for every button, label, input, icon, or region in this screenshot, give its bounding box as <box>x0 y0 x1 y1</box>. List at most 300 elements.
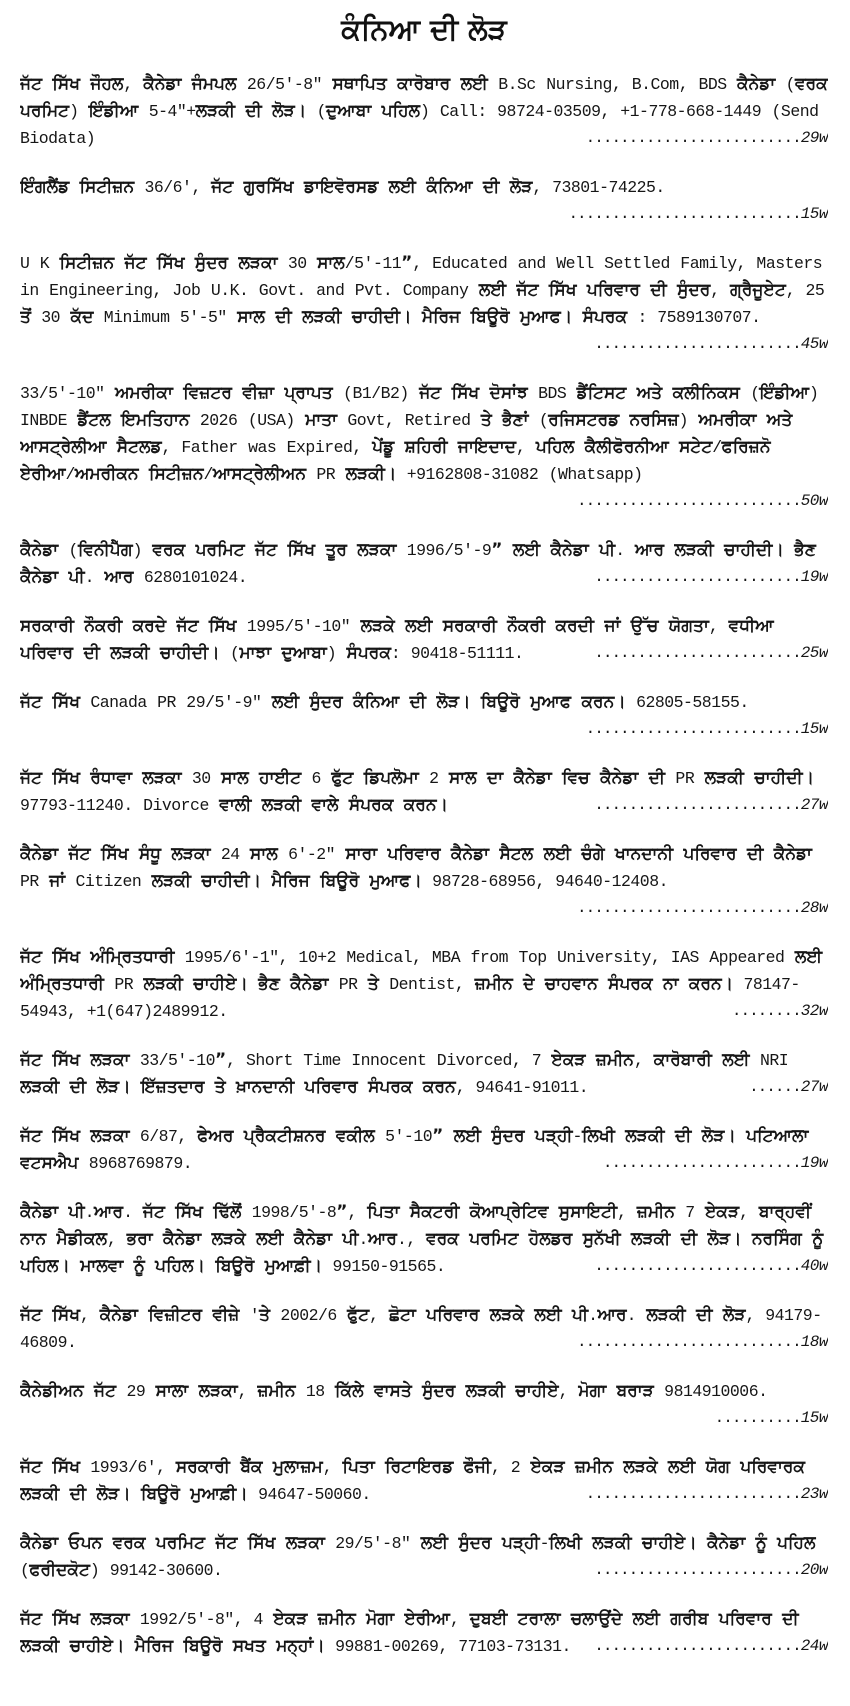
latin-text-run <box>395 617 405 636</box>
latin-text-run: PR <box>103 974 144 994</box>
latin-text-run <box>173 384 183 403</box>
latin-text-run <box>453 1458 463 1477</box>
classified-ad <box>20 1606 828 1660</box>
ad-text: ਜੱਟ ਸਿੱਖ ਲੜਕਾ 33/5'-10”, Short Time Innocent Divorced, 7 ਏਕੜ ਜ਼ਮੀਨ, ਕਾਰੋਬਾਰੀ ਲਈ NRI ਲੜਕੀ ਦੀ ਲੋੜ। ਇੱਜ਼ਤਦਾਰ ਤੇ ਖ਼ਾਨਦਾਨੀ ਪਰਿਵਾਰ ਸੰਪਰਕ ਕਰਨ, 94641-91011. <box>20 1049 789 1097</box>
latin-text-run <box>605 845 615 864</box>
latin-text-run: NRI <box>749 1050 789 1070</box>
latin-text-run: , <box>516 437 536 457</box>
latin-text-run <box>292 308 302 327</box>
latin-text-run <box>80 769 90 788</box>
latin-text-run: ) <box>326 643 347 663</box>
latin-text-run: 98728-68956, 94640-12408. <box>421 871 668 891</box>
latin-text-run: ( <box>58 540 78 560</box>
latin-text-run <box>204 1078 214 1097</box>
latin-text-run: , <box>617 1202 637 1222</box>
ad-word-count: 15w <box>800 1408 828 1427</box>
latin-text-run <box>237 1534 247 1553</box>
latin-text-run <box>394 1610 404 1629</box>
latin-text-run: , <box>369 1305 389 1325</box>
latin-text-run <box>86 1485 96 1504</box>
latin-text-run <box>622 1610 632 1629</box>
leader-dots: ........................ <box>594 567 801 586</box>
classified-ad <box>20 71 828 152</box>
latin-text-run <box>129 845 139 864</box>
classified-ad <box>20 841 828 922</box>
latin-text-run <box>714 541 724 560</box>
ad-trailer <box>591 1150 828 1177</box>
latin-text-run <box>235 102 245 121</box>
leader-dots: ........ <box>731 1001 801 1020</box>
leader-dots: .......... <box>714 1408 801 1427</box>
latin-text-run <box>102 1534 112 1553</box>
latin-text-run <box>347 541 357 560</box>
latin-text-run: 29 <box>116 1381 156 1401</box>
latin-text-run <box>205 1257 215 1276</box>
latin-text-run <box>539 281 549 300</box>
latin-text-run: ) <box>69 101 89 121</box>
latin-text-run <box>518 1230 528 1249</box>
latin-text-run <box>562 1306 572 1325</box>
latin-text-run <box>364 1382 374 1401</box>
latin-text-run: . <box>123 1202 143 1222</box>
latin-text-run: (B1/B2) <box>332 383 420 403</box>
latin-text-run <box>341 308 351 327</box>
latin-text-run: , <box>739 1202 759 1222</box>
ad-text: ਜੱਟ ਸਿੱਖ 1993/6', ਸਰਕਾਰੀ ਬੈਂਕ ਮੁਲਾਜ਼ਮ, ਪਿਤਾ ਰਿਟਾਇਰਡ ਫੌਜੀ, 2 ਏਕੜ ਜ਼ਮੀਨ ਲੜਕੇ ਲਈ ਯੋਗ ਪਰਿਵਾਰਕ ਲੜਕੀ ਦੀ ਲੋੜ। ਬਿਊਰੋ ਮੁਆਫ਼ੀ। 94647-50060. <box>20 1456 806 1504</box>
latin-text-run: 1995/5'-10" <box>236 616 361 636</box>
latin-text-run: 24 <box>210 844 251 864</box>
ad-text: ਜੱਟ ਸਿੱਖ ਲੜਕਾ 6/87, ਫੇਅਰ ਪ੍ਰੈਕਟੀਸ਼ਨਰ ਵਕੀਲ 5'-10” ਲਈ ਸੁੰਦਰ ਪੜ੍ਹੀ-ਲਿਖੀ ਲੜਕੀ ਦੀ ਲੋੜ। ਪਟਿਆਲਾ ਵਟਸਐਪ 8968769879. <box>20 1125 809 1173</box>
latin-text-run <box>198 617 208 636</box>
latin-text-run <box>540 541 550 560</box>
latin-text-run <box>441 845 451 864</box>
ad-text: ਜੱਟ ਸਿੱਖ, ਕੈਨੇਡਾ ਵਿਜ਼ੀਟਰ ਵੀਜ਼ੇ 'ਤੇ 2002/6 ਫੁੱਟ, ਛੋਟਾ ਪਰਿਵਾਰ ਲੜਕੇ ਲਈ ਪੀ.ਆਰ. ਲੜਕੀ ਦੀ ਲੋੜ, 94179-46809. <box>20 1304 822 1352</box>
ad-text: ਜੱਟ ਸਿੱਖ ਰੰਧਾਵਾ ਲੜਕਾ 30 ਸਾਲ ਹਾਈਟ 6 ਫੁੱਟ ਡਿਪਲੋਮਾ 2 ਸਾਲ ਦਾ ਕੈਨੇਡਾ ਵਿਚ ਕੈਨੇਡਾ ਦੀ PR ਲੜਕੀ ਚਾਹੀਦੀ। 97793-11240. Divorce ਵਾਲੀ ਲੜਕੀ ਵਾਲੇ ਸੰਪਰਕ ਕਰਨ। <box>20 767 815 815</box>
latin-text-run <box>153 1230 163 1249</box>
latin-text-run <box>147 254 157 273</box>
latin-text-run: PR <box>328 974 368 994</box>
ad-word-count: 23w <box>800 1484 828 1503</box>
latin-text-run: 5-4"+ <box>138 101 196 121</box>
latin-text-run: 33/5'-10" <box>20 383 115 403</box>
latin-text-run: 2026 (USA) <box>189 410 306 430</box>
leader-dots: ......................... <box>585 1484 801 1503</box>
latin-text-run: ( <box>219 643 240 663</box>
latin-text-run <box>489 845 499 864</box>
latin-text-run <box>378 178 388 197</box>
latin-text-run <box>763 845 773 864</box>
latin-text-run: , <box>708 616 729 636</box>
latin-text-run <box>301 796 311 815</box>
latin-text-run <box>448 438 458 457</box>
latin-text-run <box>560 1610 570 1629</box>
classified-ad <box>20 537 828 591</box>
latin-text-run <box>664 541 674 560</box>
latin-text-run <box>283 1230 293 1249</box>
latin-text-run: . <box>84 567 105 587</box>
latin-text-run <box>387 75 397 94</box>
latin-text-run <box>673 845 683 864</box>
latin-text-run <box>670 1230 680 1249</box>
latin-text-run <box>695 1458 705 1477</box>
latin-text-run <box>772 1610 782 1629</box>
latin-text-run <box>665 1127 675 1146</box>
latin-text-run <box>737 845 747 864</box>
latin-text-run <box>371 102 381 121</box>
ad-trailer <box>574 716 828 743</box>
latin-text-run <box>471 693 481 712</box>
latin-text-run: 62805-58155. <box>625 692 749 712</box>
latin-text-run <box>246 1230 256 1249</box>
latin-text-run <box>203 1203 213 1222</box>
ad-word-count: 15w <box>800 204 828 223</box>
latin-text-run: ( <box>306 101 327 121</box>
latin-text-run <box>767 1534 777 1553</box>
ad-trailer <box>556 201 828 228</box>
latin-text-run <box>42 1306 52 1325</box>
latin-text-run: 6 <box>301 768 332 788</box>
latin-text-run <box>505 1382 515 1401</box>
latin-text-run: . <box>84 1202 95 1222</box>
latin-text-run <box>132 769 142 788</box>
ad-text: U K ਸਿਟੀਜ਼ਨ ਜੱਟ ਸਿੱਖ ਸੁੰਦਰ ਲੜਕਾ 30 ਸਾਲ/5'-11”, Educated and Well Settled Family, Masters in Engineering, Job U.K. Govt. and Pvt. Company ਲਈ ਜੱਟ ਸਿੱਖ ਪਰਿਵਾਰ ਦੀ ਸੁੰਦਰ, ਗ੍ਰੈਜੂਏਟ, 25 ਤੋਂ 30 ਕੱਦ Minimum 5'-5" ਸਾਲ ਦੀ ਲੜਕੀ ਚਾਹੀਦੀ। ਮੈਰਿਜ ਬਿਊਰੋ ਮੁਆਫ। ਸੰਪਰਕ : 7589130707. <box>20 252 825 327</box>
latin-text-run <box>42 693 52 712</box>
leader-dots: ........................ <box>594 334 801 353</box>
ad-text: 33/5'-10" ਅਮਰੀਕਾ ਵਿਜ਼ਟਰ ਵੀਜ਼ਾ ਪ੍ਰਾਪਤ (B1/B2) ਜੱਟ ਸਿੱਖ ਦੋਸਾਂਝ BDS ਡੈਂਟਿਸਟ ਅਤੇ ਕਲੀਨਿਕਸ (ਇੰਡੀਆ) INBDE ਡੈਂਟਲ ਇਮਤਿਹਾਨ 2026 (USA) ਮਾਤਾ Govt, Retired ਤੇ ਭੈਣਾਂ (ਰਜਿਸਟਰਡ ਨਰਸਿਜ਼) ਅਮਰੀਕਾ ਅਤੇ ਆਸਟ੍ਰੇਲੀਆ ਸੈਟਲਡ, Father was Expired, ਪੇਂਡੂ ਸ਼ਹਿਰੀ ਜਾਇਦਾਦ, ਪਹਿਲ ਕੈਲੀਫੋਰਨੀਆ ਸਟੇਟ/ਫਰਿਜ਼ਨੋ ਏਰੀਆ/ਅਮਰੀਕਨ ਸਿਟੀਜ਼ਨ/ਆਸਟ੍ਰੇਲੀਅਨ PR ਲੜਕੀ। +9162808-31082 (Whatsapp) <box>20 382 819 484</box>
latin-text-run <box>343 693 353 712</box>
ad-text: ਕੈਨੇਡਾ ਪੀ.ਆਰ. ਜੱਟ ਸਿੱਖ ਢਿੱਲੋਂ 1998/5'-8”, ਪਿਤਾ ਸੈਕਟਰੀ ਕੋਆਪ੍ਰੇਟਿਵ ਸੁਸਾਇਟੀ, ਜ਼ਮੀਨ 7 ਏਕੜ, ਬਾਰ੍ਹਵੀਂ ਨਾਨ ਮੈਡੀਕਲ, ਭਰਾ ਕੈਨੇਡਾ ਲੜਕੇ ਲਈ ਕੈਨੇਡਾ ਪੀ.ਆਰ., ਵਰਕ ਪਰਮਿਟ ਹੋਲਡਰ ਸੁਨੱਖੀ ਲੜਕੀ ਦੀ ਲੋੜ। ਨਰਸਿੰਗ ਨੂੰ ਪਹਿਲ। ਮਾਲਵਾ ਨੂੰ ਪਹਿਲ। ਬਿਊਰੋ ਮੁਆਫ਼ੀ। 99150-91565. <box>20 1201 824 1276</box>
latin-text-run: U K <box>20 253 60 273</box>
ad-trailer <box>565 488 828 515</box>
latin-text-run <box>249 769 259 788</box>
latin-text-run <box>100 644 110 663</box>
latin-text-run <box>416 1306 426 1325</box>
latin-text-run <box>744 769 754 788</box>
ad-word-count: 20w <box>800 1560 828 1579</box>
latin-text-run <box>626 384 636 403</box>
latin-text-run <box>745 1534 755 1553</box>
ad-text: ਜੱਟ ਸਿੱਖ Canada PR 29/5'-9" ਲਈ ਸੁੰਦਰ ਕੰਨਿਆ ਦੀ ਲੋੜ। ਬਿਊਰੋ ਮੁਆਫ ਕਰਨ। 62805-58155. <box>20 691 749 712</box>
latin-text-run <box>571 693 581 712</box>
latin-text-run: +9162808-31082 (Whatsapp) <box>396 464 643 484</box>
ad-trailer <box>582 1633 828 1660</box>
latin-text-run: : 90418-51111. <box>390 643 524 663</box>
latin-text-run <box>80 1610 90 1629</box>
latin-text-run <box>736 1127 746 1146</box>
latin-text-run: , <box>106 1229 127 1249</box>
latin-text-run <box>280 975 290 994</box>
latin-text-run <box>459 1203 469 1222</box>
ad-trailer <box>582 1557 828 1584</box>
classified-ad <box>20 1199 828 1280</box>
latin-text-run <box>74 617 84 636</box>
classified-ad <box>20 174 828 228</box>
classified-ad <box>20 380 828 515</box>
latin-text-run <box>730 1458 740 1477</box>
latin-text-run <box>233 1127 243 1146</box>
ad-text: ਕੈਨੇਡਾ ਓਪਨ ਵਰਕ ਪਰਮਿਟ ਜੱਟ ਸਿੱਖ ਲੜਕਾ 29/5'-8" ਲਈ ਸੁੰਦਰ ਪੜ੍ਹੀ-ਲਿਖੀ ਲੜਕੀ ਚਾਹੀਏ। ਕੈਨੇਡਾ ਨੂੰ ਪਹਿਲ (ਫਰੀਦਕੋਟ) 99142-30600. <box>20 1532 816 1580</box>
ad-trailer <box>582 331 828 358</box>
ad-word-count: 27w <box>800 1077 828 1096</box>
latin-text-run <box>261 872 271 891</box>
ad-trailer <box>565 895 828 922</box>
classified-ad <box>20 1378 828 1432</box>
latin-text-run <box>697 1230 707 1249</box>
latin-text-run <box>412 1382 422 1401</box>
latin-text-run: / <box>65 464 75 484</box>
latin-text-run <box>294 1078 304 1097</box>
latin-text-run <box>201 1230 211 1249</box>
latin-text-run <box>499 178 509 197</box>
latin-text-run: 8968769879. <box>78 1153 193 1173</box>
latin-text-run: PR <box>20 871 50 891</box>
ad-text: ਜੱਟ ਸਿੱਖ ਅੰਮ੍ਰਿਤਧਾਰੀ 1995/6'-1", 10+2 Medical, MBA from Top University, IAS Appeared ਲਈ ਅੰਮ੍ਰਿਤਧਾਰੀ PR ਲੜਕੀ ਚਾਹੀਏ। ਭੈਣ ਕੈਨੇਡਾ PR ਤੇ Dentist, ਜ਼ਮੀਨ ਦੇ ਚਾਹਵਾਨ ਸੰਪਰਕ ਨਾ ਕਰਨ। 78147-54943, +1(647)2489912. <box>20 946 823 1021</box>
latin-text-run <box>497 617 507 636</box>
latin-text-run <box>507 1610 517 1629</box>
latin-text-run <box>712 1051 722 1070</box>
latin-text-run <box>426 693 436 712</box>
latin-text-run: 97793-11240. Divorce <box>20 795 220 815</box>
latin-text-run: , <box>237 1381 258 1401</box>
latin-text-run: 99881-00269, 77103-73131. <box>324 1636 571 1656</box>
latin-text-run: 18 <box>295 1381 336 1401</box>
latin-text-run: , Short Time Innocent Divorced, 7 <box>226 1050 552 1070</box>
latin-text-run <box>615 1127 625 1146</box>
leader-dots: ........................ <box>594 1560 801 1579</box>
latin-text-run: 30 <box>277 253 318 273</box>
latin-text-run: , <box>347 1202 368 1222</box>
latin-text-run: ) <box>132 540 153 560</box>
latin-text-run <box>669 438 679 457</box>
latin-text-run: Citizen <box>65 871 152 891</box>
latin-text-run <box>638 769 648 788</box>
latin-text-run: ( <box>739 383 760 403</box>
ad-word-count: 29w <box>800 128 828 147</box>
latin-text-run <box>122 617 132 636</box>
leader-dots: ........................... <box>568 204 801 223</box>
leader-dots: ......................... <box>585 128 801 147</box>
latin-text-run <box>697 1534 707 1553</box>
latin-text-run: , <box>558 1381 579 1401</box>
latin-text-run <box>265 308 275 327</box>
latin-text-run <box>42 1127 52 1146</box>
latin-text-run <box>226 1078 236 1097</box>
latin-text-run <box>202 1306 212 1325</box>
latin-text-run <box>73 644 83 663</box>
latin-text-run <box>448 1534 458 1553</box>
latin-text-run <box>294 178 304 197</box>
ad-trailer <box>737 1074 828 1101</box>
latin-text-run <box>667 281 677 300</box>
latin-text-run <box>802 1230 812 1249</box>
latin-text-run: PR <box>306 464 346 484</box>
latin-text-run <box>589 541 599 560</box>
latin-text-run <box>574 438 584 457</box>
ad-text: ਜੱਟ ਸਿੱਖ ਲੜਕਾ 1992/5'-8", 4 ਏਕੜ ਜ਼ਮੀਨ ਮੋਗਾ ਏਰੀਆ, ਦੁਬਈ ਟਰਾਲਾ ਚਲਾਉਂਦੇ ਲਈ ਗਰੀਬ ਪਰਿਵਾਰ ਦੀ ਲੜਕੀ ਚਾਹੀਏ। ਮੈਰਿਜ ਬਿਊਰੋ ਸਖਤ ਮਨ੍ਹਾਂ। 99881-00269, 77103-73131. <box>20 1608 799 1656</box>
latin-text-run <box>586 1051 596 1070</box>
latin-text-run <box>274 384 284 403</box>
latin-text-run <box>565 1458 575 1477</box>
latin-text-run <box>502 541 512 560</box>
latin-text-run <box>545 617 555 636</box>
latin-text-run <box>377 845 387 864</box>
latin-text-run <box>552 769 562 788</box>
latin-text-run <box>138 1306 148 1325</box>
latin-text-run: , 73801-74225. <box>532 177 665 197</box>
latin-text-run <box>443 1127 453 1146</box>
ad-trailer <box>582 640 828 667</box>
latin-text-run <box>275 1534 285 1553</box>
latin-text-run: 1996/5'-9 <box>396 540 492 560</box>
latin-text-run <box>146 1534 156 1553</box>
latin-text-run <box>80 1127 90 1146</box>
ad-text: ਸਰਕਾਰੀ ਨੌਕਰੀ ਕਰਦੇ ਜੱਟ ਸਿੱਖ 1995/5'-10" ਲੜਕੇ ਲਈ ਸਰਕਾਰੀ ਨੌਕਰੀ ਕਰਦੀ ਜਾਂ ਉੱਚ ਯੋਗਤਾ, ਵਧੀਆ ਪਰਿਵਾਰ ਦੀ ਲੜਕੀ ਚਾਹੀਦੀ। (ਮਾਝਾ ਦੁਆਬਾ) ਸੰਪਰਕ: 90418-51111. <box>20 615 774 663</box>
ad-word-count: 40w <box>800 1256 828 1275</box>
latin-text-run <box>42 75 52 94</box>
latin-text-run <box>161 845 171 864</box>
latin-text-run <box>691 1127 701 1146</box>
leader-dots: .......................... <box>577 1332 801 1351</box>
latin-text-run <box>84 1382 94 1401</box>
latin-text-run <box>620 617 630 636</box>
ad-word-count: 28w <box>800 898 828 917</box>
leader-dots: ...... <box>749 1077 801 1096</box>
ad-trailer <box>582 792 828 819</box>
latin-text-run <box>613 1458 623 1477</box>
ad-trailer <box>703 1405 828 1432</box>
latin-text-run <box>310 872 320 891</box>
ad-word-count: 50w <box>800 491 828 510</box>
latin-text-run <box>375 1458 385 1477</box>
latin-text-run: , <box>322 1457 343 1477</box>
latin-text-run <box>492 411 502 430</box>
latin-text-run: . <box>626 1305 647 1325</box>
latin-text-run <box>183 975 193 994</box>
latin-text-run <box>413 1078 423 1097</box>
latin-text-run: ) Call: 98724-03509, +1-778-668-1449 (Send Biodata) <box>20 101 819 148</box>
ad-text: ਕੈਨੇਡੀਅਨ ਜੱਟ 29 ਸਾਲਾ ਲੜਕਾ, ਜ਼ਮੀਨ 18 ਕਿੱਲੇ ਵਾਸਤੇ ਸੁੰਦਰ ਲੜਕੀ ਚਾਹੀਏ, ਮੋਗਾ ਬਰਾੜ 9814910006. <box>20 1380 768 1401</box>
latin-text-run <box>70 1257 80 1276</box>
ad-word-count: 24w <box>800 1636 828 1655</box>
classified-ad <box>20 765 828 819</box>
latin-text-run: , 25 <box>785 280 825 300</box>
latin-text-run <box>46 1230 56 1249</box>
latin-text-run: ( <box>775 74 795 94</box>
latin-text-run <box>432 617 442 636</box>
latin-text-run <box>58 1534 68 1553</box>
latin-text-run <box>756 411 766 430</box>
latin-text-run: 94647-50060. <box>247 1484 371 1504</box>
latin-text-run <box>460 308 470 327</box>
classified-ad <box>20 1123 828 1177</box>
latin-text-run <box>222 1637 232 1656</box>
latin-text-run <box>271 644 281 663</box>
latin-text-run: 78147-54943, +1(647)2489912. <box>20 974 800 1021</box>
latin-text-run: 1998/5'-8 <box>241 1202 337 1222</box>
latin-text-run <box>571 845 581 864</box>
latin-text-run <box>254 1257 264 1276</box>
latin-text-run <box>393 796 403 815</box>
latin-text-run: - <box>572 1126 582 1146</box>
latin-text-run <box>473 178 483 197</box>
latin-text-run <box>479 384 489 403</box>
ads-list <box>20 71 828 1660</box>
classified-ad <box>20 1302 828 1356</box>
latin-text-run: , <box>710 280 731 300</box>
latin-text-run <box>233 178 243 197</box>
latin-text-run <box>686 1306 696 1325</box>
latin-text-run <box>510 308 520 327</box>
latin-text-run: 30 <box>30 307 71 327</box>
latin-text-run <box>180 1485 190 1504</box>
ad-word-count: 19w <box>800 567 828 586</box>
latin-text-run <box>145 1257 155 1276</box>
leader-dots: .......................... <box>577 491 801 510</box>
latin-text-run <box>42 769 52 788</box>
latin-text-run <box>80 948 90 967</box>
latin-text-run: , 94179-46809. <box>20 1305 822 1352</box>
latin-text-run: ( <box>20 1560 30 1580</box>
latin-text-run: , 94641-91011. <box>455 1077 589 1097</box>
latin-text-run <box>632 1534 642 1553</box>
latin-text-run: 26/5'-8" <box>236 74 333 94</box>
latin-text-run <box>594 617 604 636</box>
latin-text-run <box>533 845 543 864</box>
latin-text-run <box>653 975 663 994</box>
latin-text-run: 9814910006. <box>653 1381 768 1401</box>
latin-text-run <box>106 438 116 457</box>
classified-ad <box>20 1454 828 1508</box>
latin-text-run: Canada PR 29/5'-9" <box>79 692 272 712</box>
latin-text-run: / <box>712 437 722 457</box>
latin-text-run <box>524 1306 534 1325</box>
latin-text-run: 1993/6', <box>79 1457 176 1477</box>
classified-ad <box>20 613 828 667</box>
latin-text-run <box>534 975 544 994</box>
latin-text-run <box>339 796 349 815</box>
latin-text-run: 2 <box>418 768 449 788</box>
latin-text-run <box>658 617 668 636</box>
latin-text-run <box>412 308 422 327</box>
latin-text-run <box>191 872 201 891</box>
latin-text-run: . <box>615 540 635 560</box>
latin-text-run: 7 <box>674 1202 706 1222</box>
latin-text-run <box>742 1230 752 1249</box>
latin-text-run <box>232 384 242 403</box>
latin-text-run <box>712 1306 722 1325</box>
latin-text-run <box>150 644 160 663</box>
latin-text-run <box>277 541 287 560</box>
latin-text-run <box>358 1078 368 1097</box>
latin-text-run <box>123 1257 133 1276</box>
latin-text-run <box>619 411 629 430</box>
latin-text-run <box>325 1127 335 1146</box>
latin-text-run: . <box>358 1229 368 1249</box>
latin-text-run <box>455 1382 465 1401</box>
latin-text-run <box>245 541 255 560</box>
latin-text-run <box>181 75 191 94</box>
latin-text-run <box>356 1610 366 1629</box>
ad-text: ਕੈਨੇਡਾ ਜੱਟ ਸਿੱਖ ਸੰਧੂ ਲੜਕਾ 24 ਸਾਲ 6'-2" ਸਾਰਾ ਪਰਿਵਾਰ ਕੈਨੇਡਾ ਸੈਟਲ ਲਈ ਚੰਗੇ ਖਾਨਦਾਨੀ ਪਰਿਵਾਰ ਦੀ ਕੈਨੇਡਾ PR ਜਾਂ Citizen ਲੜਕੀ ਚਾਹੀਦੀ। ਮੈਰਿਜ ਬਿਊਰੋ ਮੁਆਫ। 98728-68956, 94640-12408. <box>20 843 812 891</box>
latin-text-run <box>165 1203 175 1222</box>
latin-text-run: 6'-2" <box>277 844 346 864</box>
latin-text-run <box>114 254 124 273</box>
latin-text-run <box>492 1534 502 1553</box>
latin-text-run: B.Sc Nursing, B.Com, BDS <box>487 74 738 94</box>
latin-text-run <box>111 411 121 430</box>
latin-text-run <box>450 75 460 94</box>
ad-trailer <box>574 1481 828 1508</box>
